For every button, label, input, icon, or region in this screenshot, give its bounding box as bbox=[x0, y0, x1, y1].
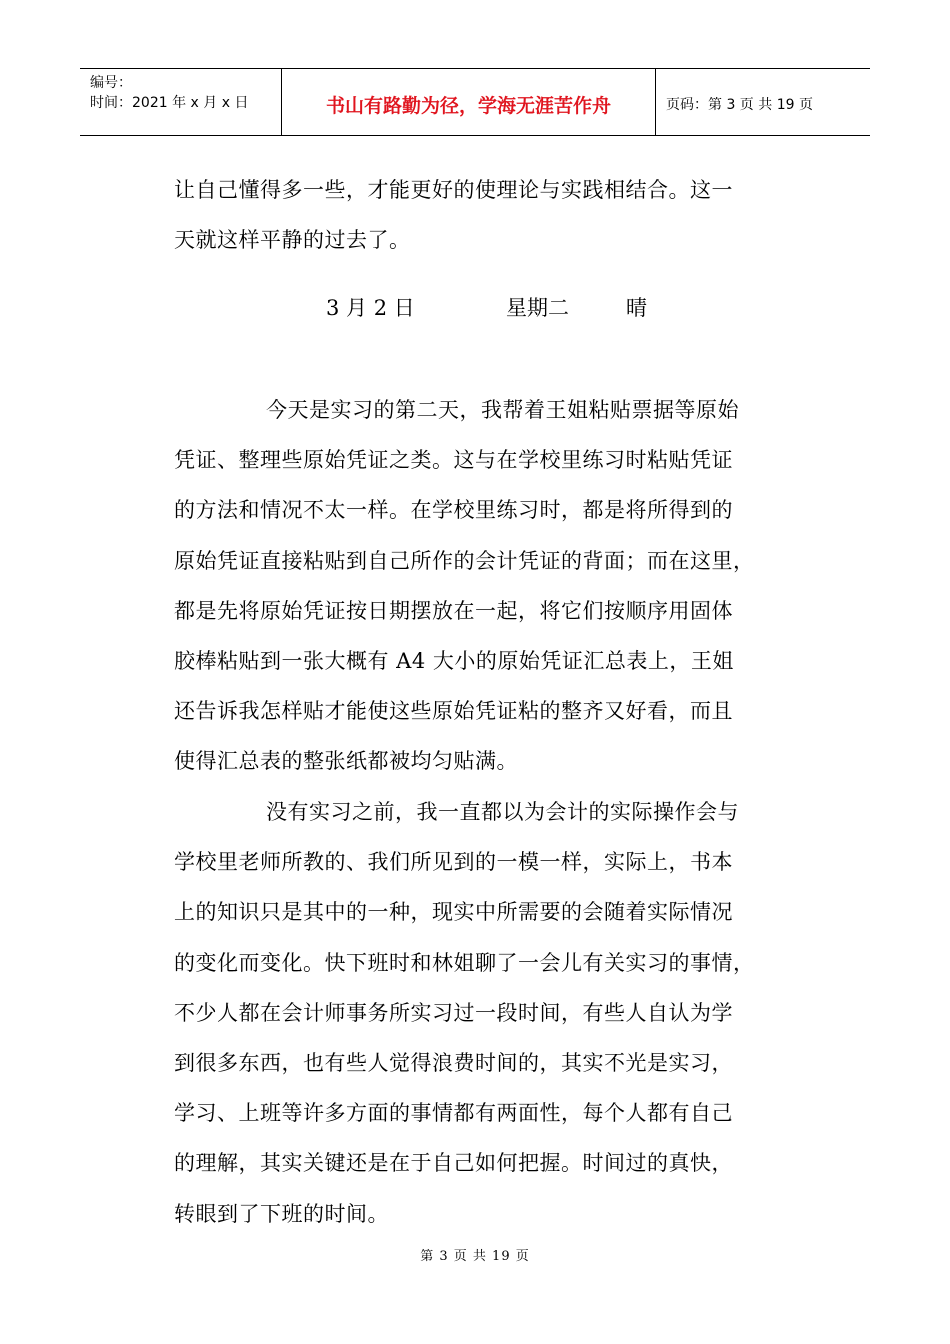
paragraph-1 bbox=[174, 385, 834, 787]
paragraph-line: 的方法和情况不太一样。在学校里练习时，都是将所得到的 bbox=[174, 498, 733, 523]
intro-text bbox=[174, 165, 814, 265]
paragraph-line: 胶棒粘贴到一张大概有 A4 大小的原始凭证汇总表上，王姐 bbox=[174, 649, 734, 674]
paragraph-line: 使得汇总表的整张纸都被均匀贴满。 bbox=[174, 749, 518, 774]
paragraph-line: 转眼到了下班的时间。 bbox=[174, 1201, 389, 1226]
paragraph-line: 学习、上班等许多方面的事情都有两面性，每个人都有自己 bbox=[174, 1101, 733, 1126]
paragraph-line: 学校里老师所教的、我们所见到的一模一样，实际上，书本 bbox=[174, 850, 733, 875]
paragraph-line: 的理解，其实关键还是在于自己如何把握。时间过的真快， bbox=[174, 1151, 733, 1176]
intro-line: 天就这样平静的过去了。 bbox=[174, 228, 411, 252]
page-footer: 第 3 页 共 19 页 bbox=[420, 1249, 530, 1264]
header-page-info: 页码：第 3 页 共 19 页 bbox=[666, 97, 813, 113]
paragraph-line: 不少人都在会计师事务所实习过一段时间，有些人自认为学 bbox=[174, 1000, 733, 1025]
intro-line: 让自己懂得多一些，才能更好的使理论与实践相结合。这一 bbox=[174, 178, 733, 202]
diary-date: 3 月 2 日 bbox=[326, 296, 415, 320]
paragraph-line: 的变化而变化。快下班时和林姐聊了一会儿有关实习的事情， bbox=[174, 950, 755, 975]
diary-weather: 晴 bbox=[626, 296, 647, 320]
header-meta bbox=[80, 69, 282, 135]
header-number-label: 编号： bbox=[90, 75, 132, 91]
paragraph-line: 今天是实习的第二天，我帮着王姐粘贴票据等原始 bbox=[266, 398, 739, 422]
paragraph-line: 到很多东西，也有些人觉得浪费时间的，其实不光是实习， bbox=[174, 1051, 733, 1076]
header-time-label: 时间：2021 年 x 月 x 日 bbox=[90, 95, 249, 111]
paragraph-line: 都是先将原始凭证按日期摆放在一起，将它们按顺序用固体 bbox=[174, 598, 733, 623]
paragraph-line: 凭证、整理些原始凭证之类。这与在学校里练习时粘贴凭证 bbox=[174, 448, 733, 473]
diary-weekday: 星期二 bbox=[506, 296, 569, 320]
header-motto: 书山有路勤为径，学海无涯苦作舟 bbox=[282, 69, 656, 135]
page-header bbox=[80, 68, 870, 136]
paragraph-line: 没有实习之前，我一直都以为会计的实际操作会与 bbox=[266, 800, 739, 824]
paragraph-2 bbox=[174, 787, 834, 1239]
paragraph-line: 上的知识只是其中的一种，现实中所需要的会随着实际情况 bbox=[174, 900, 733, 925]
paragraph-line: 原始凭证直接粘贴到自己所作的会计凭证的背面；而在这里， bbox=[174, 548, 755, 573]
paragraph-line: 还告诉我怎样贴才能使这些原始凭证粘的整齐又好看，而且 bbox=[174, 699, 733, 724]
